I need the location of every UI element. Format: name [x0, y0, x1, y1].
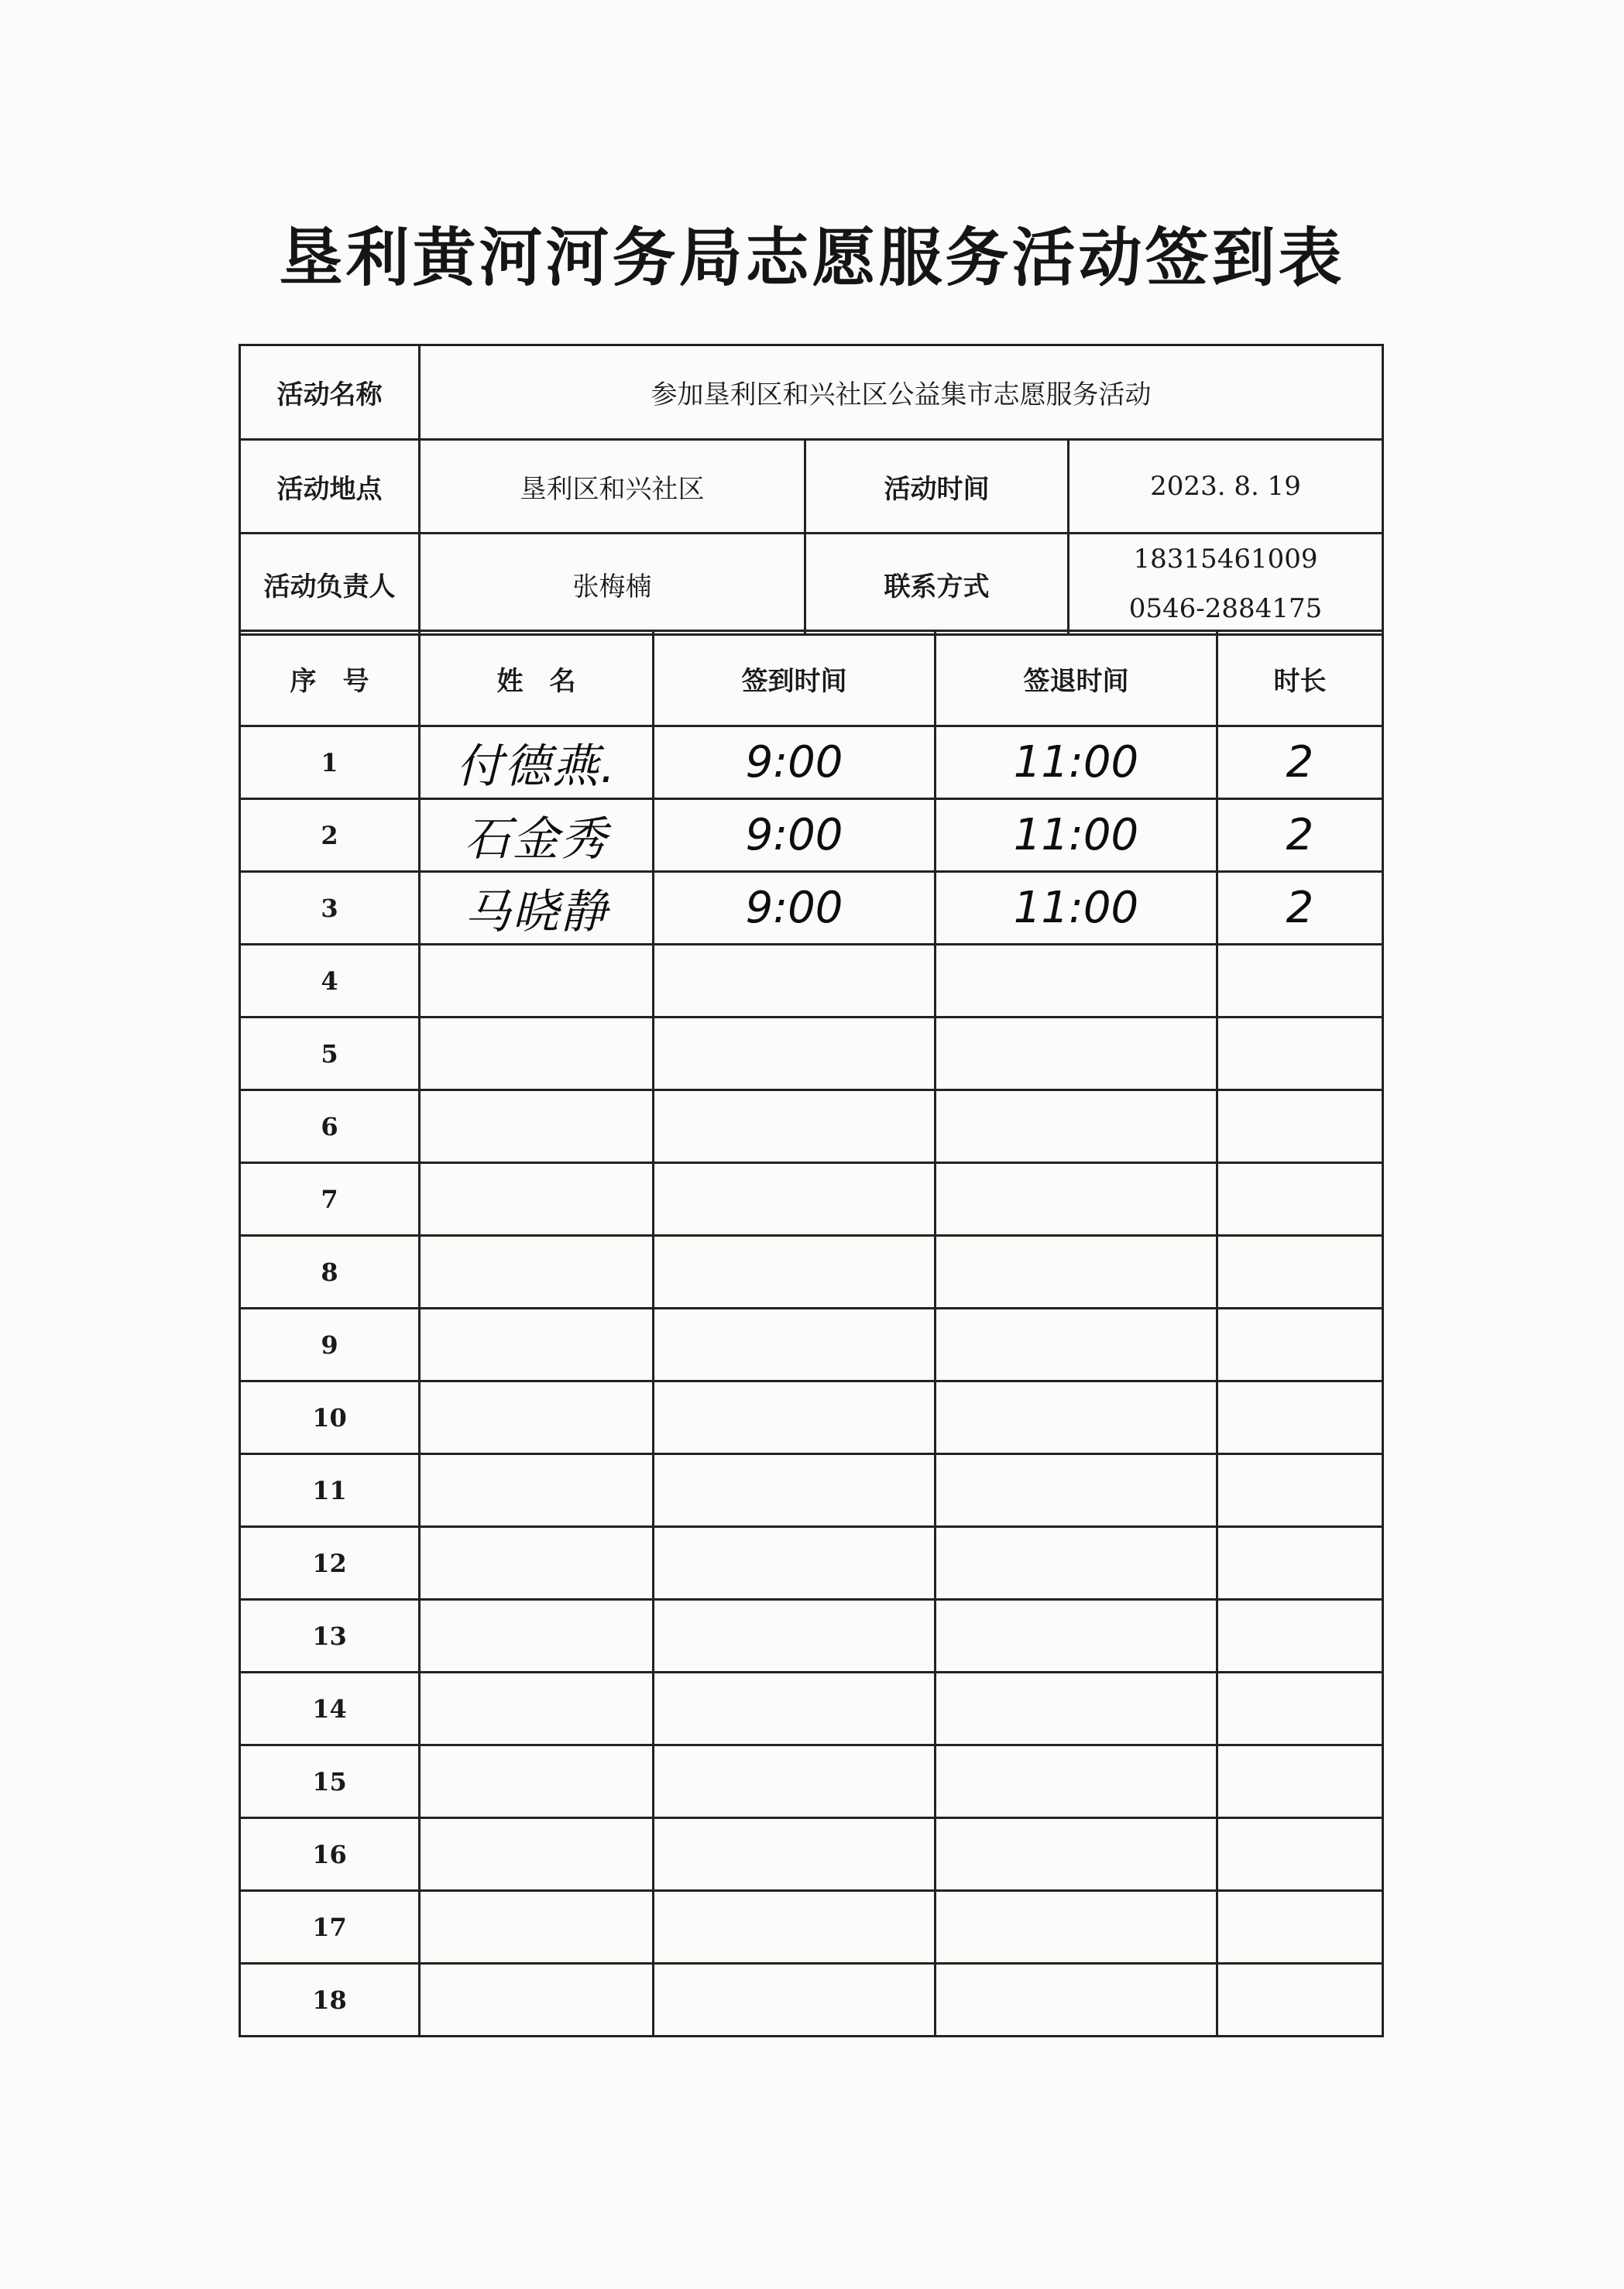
row-duration: [1217, 1673, 1383, 1745]
row-checkin: [654, 1018, 936, 1090]
sign-in-table: [239, 630, 1384, 2037]
row-checkout: 11:00: [936, 726, 1217, 799]
row-name: [420, 1454, 654, 1527]
table-row: [240, 1236, 1383, 1309]
row-index: 13: [240, 1600, 420, 1673]
row-index: 12: [240, 1527, 420, 1600]
row-checkin: [654, 1818, 936, 1891]
row-index: 18: [240, 1964, 420, 2037]
row-checkout: [936, 1381, 1217, 1454]
leader-contact-row: [240, 534, 1383, 635]
table-row: [240, 1454, 1383, 1527]
leader-value: 张梅楠: [420, 534, 805, 635]
table-row: [240, 1309, 1383, 1381]
row-checkin: 9:00: [654, 872, 936, 945]
row-name: [420, 1600, 654, 1673]
header-duration: 时长: [1217, 631, 1383, 726]
row-duration: [1217, 1090, 1383, 1163]
location-time-row: [240, 440, 1383, 534]
contact-value: [1069, 534, 1383, 635]
row-name: [420, 1527, 654, 1600]
row-duration: [1217, 945, 1383, 1018]
row-index: 9: [240, 1309, 420, 1381]
activity-name-row: [240, 345, 1383, 440]
row-checkout: [936, 1454, 1217, 1527]
row-index: 3: [240, 872, 420, 945]
row-index: 10: [240, 1381, 420, 1454]
row-duration: [1217, 1236, 1383, 1309]
table-row: [240, 1964, 1383, 2037]
row-checkin: [654, 1600, 936, 1673]
row-name: 付德燕.: [420, 726, 654, 799]
row-index: 11: [240, 1454, 420, 1527]
row-duration: [1217, 1891, 1383, 1964]
row-duration: [1217, 1818, 1383, 1891]
row-index: 5: [240, 1018, 420, 1090]
row-checkin: [654, 1163, 936, 1236]
contact-mobile: 18315461009: [1133, 544, 1318, 575]
table-row: [240, 1745, 1383, 1818]
row-duration: 2: [1217, 726, 1383, 799]
row-duration: 2: [1217, 872, 1383, 945]
table-row: [240, 1381, 1383, 1454]
page-title: 垦利黄河河务局志愿服务活动签到表: [279, 221, 1345, 295]
row-checkout: [936, 1309, 1217, 1381]
row-checkout: [936, 1964, 1217, 2037]
row-index: 4: [240, 945, 420, 1018]
time-value: 2023. 8. 19: [1069, 440, 1383, 534]
location-label: 活动地点: [240, 440, 420, 534]
row-checkin: [654, 1090, 936, 1163]
sign-in-rows: [240, 726, 1383, 2037]
row-checkin: [654, 945, 936, 1018]
header-name: 姓 名: [420, 631, 654, 726]
row-checkout: [936, 1745, 1217, 1818]
row-index: 14: [240, 1673, 420, 1745]
row-name: [420, 1891, 654, 1964]
leader-label: 活动负责人: [240, 534, 420, 635]
row-name: [420, 1673, 654, 1745]
row-duration: [1217, 1964, 1383, 2037]
row-checkout: [936, 1527, 1217, 1600]
row-checkin: [654, 1745, 936, 1818]
row-checkin: [654, 1236, 936, 1309]
table-row: [240, 1600, 1383, 1673]
row-checkin: [654, 1309, 936, 1381]
table-row: [240, 1527, 1383, 1600]
activity-name-value: 参加垦利区和兴社区公益集市志愿服务活动: [420, 345, 1383, 440]
table-row: [240, 1673, 1383, 1745]
row-checkin: [654, 1381, 936, 1454]
table-row: [240, 726, 1383, 799]
row-duration: [1217, 1163, 1383, 1236]
table-row: [240, 945, 1383, 1018]
row-name: [420, 1090, 654, 1163]
time-label: 活动时间: [805, 440, 1069, 534]
row-checkout: [936, 1090, 1217, 1163]
row-checkout: [936, 1018, 1217, 1090]
header-index: 序 号: [240, 631, 420, 726]
row-checkout: [936, 1163, 1217, 1236]
row-checkout: [936, 1236, 1217, 1309]
activity-info-table: [239, 344, 1384, 636]
table-row: [240, 799, 1383, 872]
table-row: [240, 1090, 1383, 1163]
row-name: [420, 1381, 654, 1454]
row-checkout: [936, 945, 1217, 1018]
row-index: 17: [240, 1891, 420, 1964]
row-index: 7: [240, 1163, 420, 1236]
header-checkin: 签到时间: [654, 631, 936, 726]
row-index: 16: [240, 1818, 420, 1891]
row-checkin: 9:00: [654, 799, 936, 872]
row-checkin: [654, 1454, 936, 1527]
row-checkin: [654, 1673, 936, 1745]
row-duration: [1217, 1600, 1383, 1673]
table-row: [240, 1163, 1383, 1236]
row-name: [420, 1745, 654, 1818]
row-checkout: 11:00: [936, 872, 1217, 945]
activity-name-label: 活动名称: [240, 345, 420, 440]
row-name: [420, 1309, 654, 1381]
row-duration: 2: [1217, 799, 1383, 872]
row-index: 2: [240, 799, 420, 872]
contact-label: 联系方式: [805, 534, 1069, 635]
row-name: [420, 1818, 654, 1891]
row-checkin: 9:00: [654, 726, 936, 799]
row-duration: [1217, 1018, 1383, 1090]
row-index: 1: [240, 726, 420, 799]
table-row: [240, 1018, 1383, 1090]
row-checkout: [936, 1600, 1217, 1673]
row-name: [420, 945, 654, 1018]
row-name: [420, 1964, 654, 2037]
row-index: 8: [240, 1236, 420, 1309]
header-checkout: 签退时间: [936, 631, 1217, 726]
row-name: 马晓静: [420, 872, 654, 945]
table-row: [240, 872, 1383, 945]
row-name: 石金秀: [420, 799, 654, 872]
row-name: [420, 1236, 654, 1309]
row-checkin: [654, 1964, 936, 2037]
row-duration: [1217, 1381, 1383, 1454]
row-checkout: [936, 1818, 1217, 1891]
contact-phone: 0546-2884175: [1128, 593, 1323, 624]
row-index: 6: [240, 1090, 420, 1163]
row-duration: [1217, 1309, 1383, 1381]
row-name: [420, 1163, 654, 1236]
row-checkin: [654, 1527, 936, 1600]
row-duration: [1217, 1745, 1383, 1818]
row-duration: [1217, 1454, 1383, 1527]
row-duration: [1217, 1527, 1383, 1600]
row-checkout: 11:00: [936, 799, 1217, 872]
row-index: 15: [240, 1745, 420, 1818]
location-value: 垦利区和兴社区: [420, 440, 805, 534]
table-row: [240, 1818, 1383, 1891]
row-checkout: [936, 1891, 1217, 1964]
row-checkin: [654, 1891, 936, 1964]
row-checkout: [936, 1673, 1217, 1745]
table-row: [240, 1891, 1383, 1964]
row-name: [420, 1018, 654, 1090]
sign-in-header-row: [240, 631, 1383, 726]
